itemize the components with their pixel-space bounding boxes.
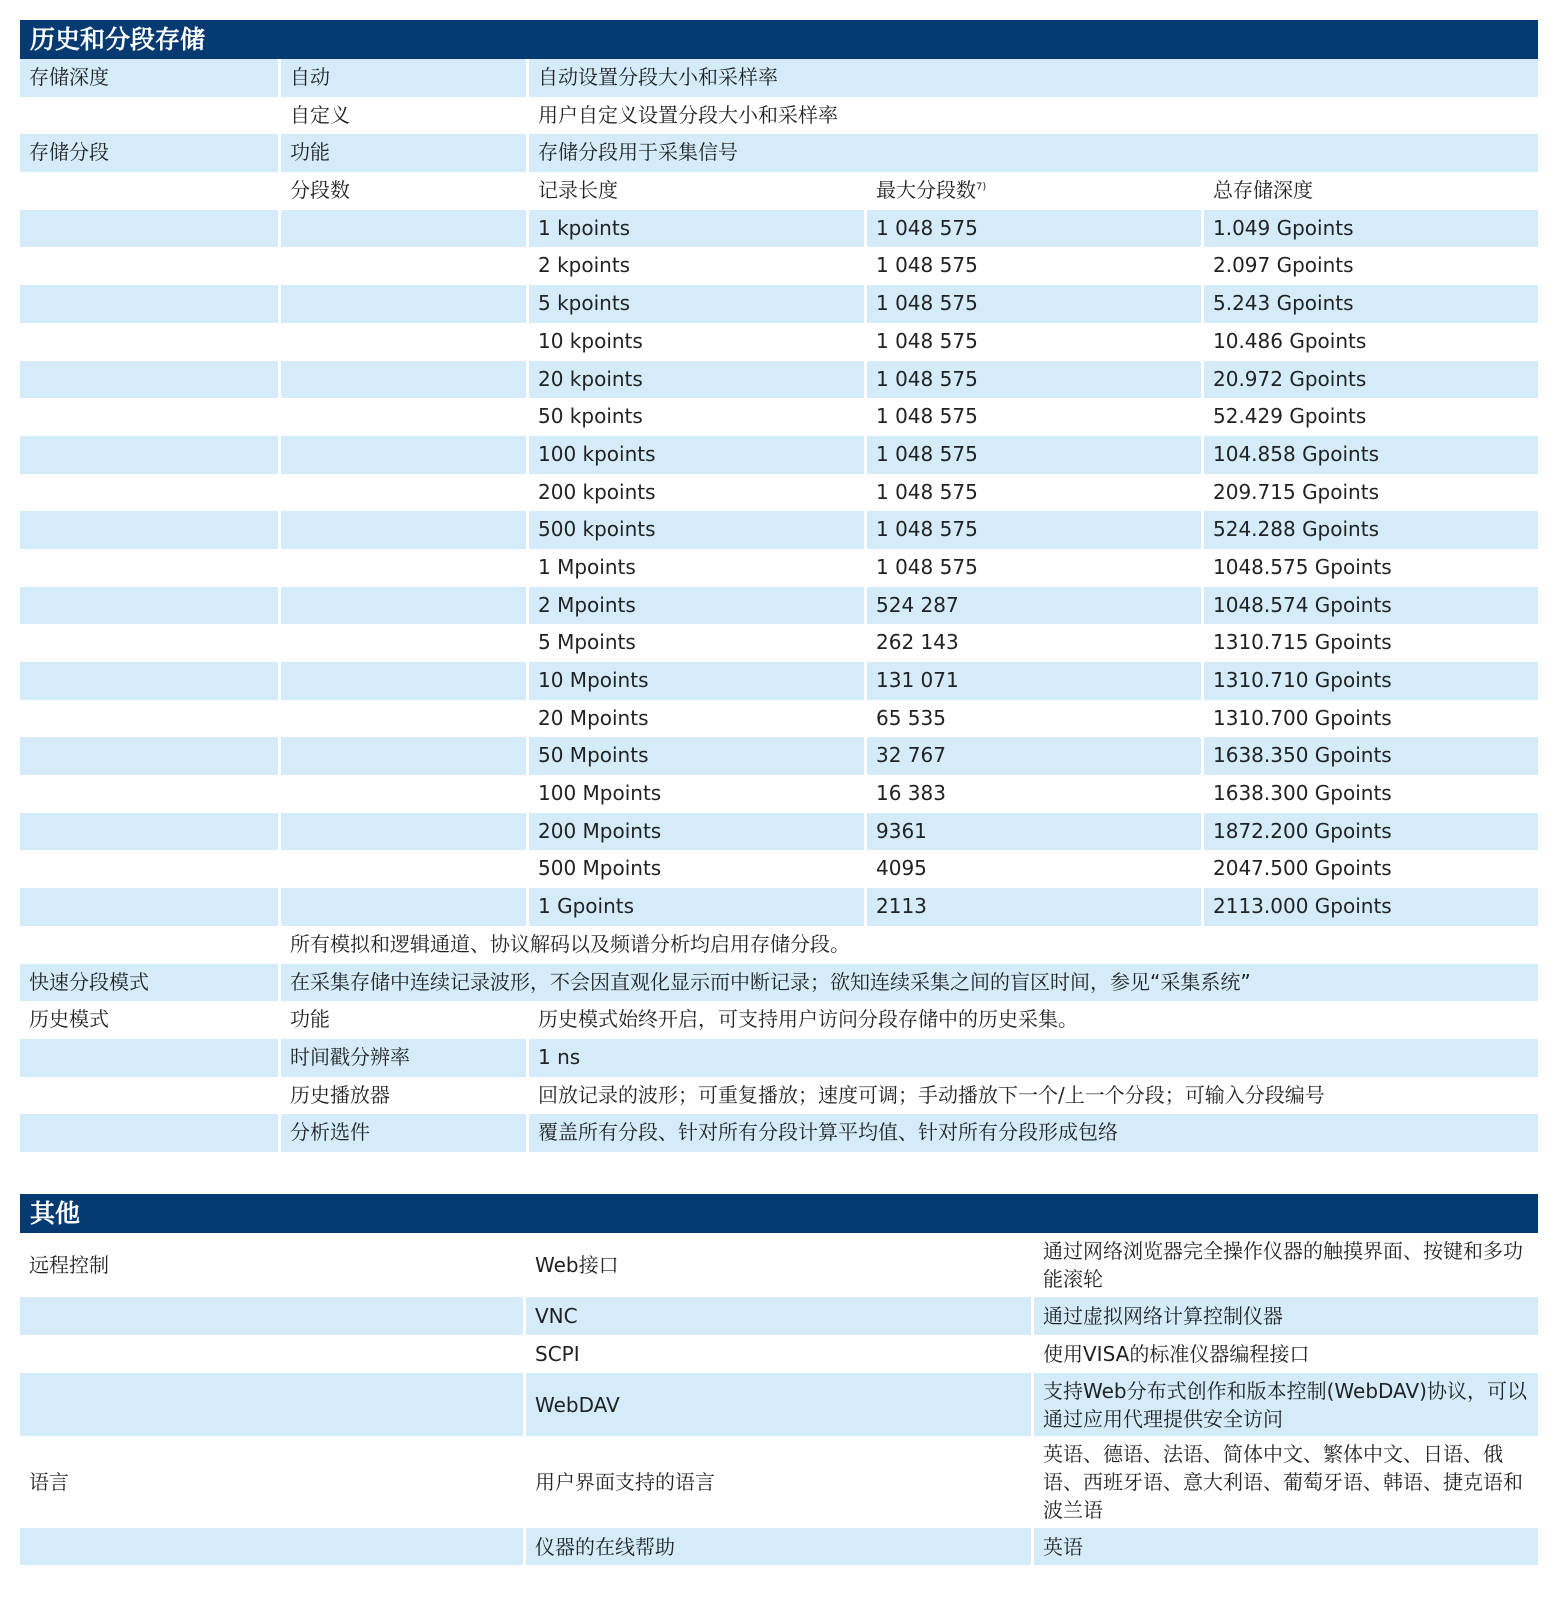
empty-cell [20, 549, 278, 587]
total-depth: 1638.300 Gpoints [1213, 781, 1392, 806]
max-segments: 1 048 575 [867, 511, 1201, 549]
empty-cell [281, 888, 526, 926]
footnote-marker: 7) [976, 181, 987, 193]
total-depth: 1638.350 Gpoints [1204, 737, 1538, 775]
table-row [20, 700, 1538, 738]
record-length: 200 kpoints [538, 479, 656, 504]
max-segments: 1 048 575 [867, 210, 1201, 248]
item: 用户界面支持的语言 [535, 1470, 715, 1494]
record-length: 5 Mpoints [538, 630, 636, 655]
empty-cell [281, 775, 526, 813]
table-row [20, 1528, 1538, 1565]
other-table [20, 1233, 1538, 1565]
total-depth: 2113.000 Gpoints [1204, 888, 1538, 926]
empty-cell [20, 624, 278, 662]
empty-cell [281, 587, 526, 625]
total-depth: 104.858 Gpoints [1204, 436, 1538, 474]
record-length: 50 Mpoints [529, 737, 864, 775]
table-header-row [20, 172, 1538, 210]
empty-cell [281, 323, 526, 361]
max-segments: 16 383 [876, 781, 946, 806]
table-row [20, 1114, 1538, 1152]
total-depth: 2.097 Gpoints [1213, 253, 1354, 278]
table-row [20, 624, 1538, 662]
empty-cell [20, 210, 278, 248]
table-row [20, 737, 1538, 775]
total-depth: 2047.500 Gpoints [1213, 856, 1392, 881]
empty-cell [281, 285, 526, 323]
column-header-record-length: 记录长度 [538, 178, 618, 203]
max-segments-header-text: 最大分段数 [876, 178, 976, 203]
table-row [20, 323, 1538, 361]
total-depth: 209.715 Gpoints [1213, 479, 1379, 504]
table-row [20, 1335, 1538, 1373]
empty-cell [20, 700, 278, 738]
category [20, 1528, 523, 1565]
empty-cell [20, 775, 278, 813]
section-title-history-segmented-memory: 历史和分段存储 [20, 20, 1538, 59]
max-segments: 262 143 [876, 630, 959, 655]
table-row [20, 813, 1538, 851]
total-depth: 5.243 Gpoints [1204, 285, 1538, 323]
max-segments: 131 071 [867, 662, 1201, 700]
max-segments: 1 048 575 [876, 404, 978, 429]
table-row [20, 97, 1538, 135]
section-title-other: 其他 [20, 1194, 1538, 1233]
total-depth: 1048.575 Gpoints [1213, 554, 1392, 579]
table-row [20, 1077, 1538, 1115]
history-item-label: 分析选件 [281, 1114, 526, 1152]
table-row [20, 850, 1538, 888]
table-row [20, 964, 1538, 1002]
empty-cell [20, 926, 278, 964]
column-header-total-depth: 总存储深度 [1213, 178, 1313, 203]
empty-cell [281, 511, 526, 549]
empty-cell [281, 700, 526, 738]
custom-desc: 用户自定义设置分段大小和采样率 [538, 102, 838, 127]
table-row [20, 210, 1538, 248]
table-row [20, 285, 1538, 323]
empty-cell [20, 398, 278, 436]
record-length: 500 Mpoints [538, 856, 662, 881]
empty-cell [281, 210, 526, 248]
max-segments: 9361 [867, 813, 1201, 851]
empty-cell [281, 624, 526, 662]
record-length: 5 kpoints [529, 285, 864, 323]
category [20, 1297, 523, 1335]
table-row [20, 474, 1538, 512]
desc: 通过虚拟网络计算控制仪器 [1034, 1297, 1538, 1335]
history-item-desc: 1 ns [529, 1039, 1538, 1077]
auto-desc: 自动设置分段大小和采样率 [529, 59, 1538, 97]
total-depth: 20.972 Gpoints [1204, 361, 1538, 399]
segmentation-label: 存储分段 [20, 134, 278, 172]
table-row [20, 1039, 1538, 1077]
table-row [20, 549, 1538, 587]
item: WebDAV [526, 1373, 1031, 1436]
custom-label: 自定义 [290, 102, 350, 127]
table-row [20, 587, 1538, 625]
history-item-desc: 覆盖所有分段、针对所有分段计算平均值、针对所有分段形成包络 [529, 1114, 1538, 1152]
table-row [20, 662, 1538, 700]
table-row [20, 1297, 1538, 1335]
empty-cell [281, 813, 526, 851]
total-depth: 10.486 Gpoints [1213, 328, 1367, 353]
total-depth: 1310.715 Gpoints [1213, 630, 1392, 655]
desc: 使用VISA的标准仪器编程接口 [1043, 1342, 1310, 1366]
history-item-label: 功能 [290, 1007, 330, 1032]
empty-cell [20, 587, 278, 625]
record-length: 50 kpoints [538, 404, 643, 429]
table-row [20, 511, 1538, 549]
item: 仪器的在线帮助 [526, 1528, 1031, 1565]
empty-cell [20, 97, 278, 135]
history-item-label: 时间戳分辨率 [281, 1039, 526, 1077]
empty-cell [20, 323, 278, 361]
desc: 通过网络浏览器完全操作仪器的触摸界面、按键和多功能滚轮 [1043, 1239, 1523, 1291]
total-depth: 524.288 Gpoints [1204, 511, 1538, 549]
history-item-desc: 回放记录的波形；可重复播放；速度可调；手动播放下一个/上一个分段；可输入分段编号 [538, 1082, 1325, 1107]
empty-cell [20, 662, 278, 700]
category: 远程控制 [29, 1253, 109, 1277]
record-length: 10 kpoints [538, 328, 643, 353]
table-row [20, 888, 1538, 926]
auto-label: 自动 [281, 59, 526, 97]
empty-cell [281, 361, 526, 399]
record-length: 100 Mpoints [538, 781, 662, 806]
empty-cell [20, 247, 278, 285]
history-item-desc: 历史模式始终开启，可支持用户访问分段存储中的历史采集。 [538, 1007, 1078, 1032]
function-desc: 存储分段用于采集信号 [529, 134, 1538, 172]
item: VNC [526, 1297, 1031, 1335]
empty-cell [20, 1039, 278, 1077]
fast-segmentation-label: 快速分段模式 [20, 964, 278, 1002]
total-depth: 1.049 Gpoints [1204, 210, 1538, 248]
record-length: 100 kpoints [529, 436, 864, 474]
empty-cell [281, 662, 526, 700]
max-segments: 1 048 575 [867, 285, 1201, 323]
empty-cell [20, 850, 278, 888]
record-length: 1 Mpoints [538, 554, 636, 579]
max-segments: 1 048 575 [867, 361, 1201, 399]
desc: 支持Web分布式创作和版本控制(WebDAV)协议，可以通过应用代理提供安全访问 [1034, 1373, 1538, 1436]
table-row [20, 775, 1538, 813]
record-length: 500 kpoints [529, 511, 864, 549]
max-segments: 32 767 [867, 737, 1201, 775]
empty-cell [20, 888, 278, 926]
empty-cell [20, 285, 278, 323]
desc: 英语 [1034, 1528, 1538, 1565]
max-segments: 1 048 575 [867, 436, 1201, 474]
empty-cell [20, 1114, 278, 1152]
table-row [20, 1373, 1538, 1436]
empty-cell [281, 436, 526, 474]
total-depth: 1872.200 Gpoints [1204, 813, 1538, 851]
record-length: 1 Gpoints [529, 888, 864, 926]
max-segments: 2113 [867, 888, 1201, 926]
total-depth: 1048.574 Gpoints [1204, 587, 1538, 625]
table-row [20, 59, 1538, 97]
total-depth: 1310.710 Gpoints [1204, 662, 1538, 700]
max-segments: 1 048 575 [876, 253, 978, 278]
history-mode-label: 历史模式 [29, 1007, 109, 1032]
empty-cell [20, 474, 278, 512]
item: Web接口 [535, 1253, 619, 1277]
record-length: 20 Mpoints [538, 705, 649, 730]
column-header-max-segments [867, 172, 1201, 210]
empty-cell [281, 737, 526, 775]
empty-cell [20, 436, 278, 474]
max-segments: 65 535 [876, 705, 946, 730]
record-length: 1 kpoints [529, 210, 864, 248]
record-length: 2 Mpoints [529, 587, 864, 625]
category [20, 1373, 523, 1436]
empty-cell [20, 1077, 278, 1115]
record-length: 10 Mpoints [529, 662, 864, 700]
history-item-label: 历史播放器 [290, 1082, 390, 1107]
item: SCPI [535, 1342, 580, 1366]
max-segments: 1 048 575 [876, 554, 978, 579]
memory-depth-label: 存储深度 [20, 59, 278, 97]
table-row [20, 247, 1538, 285]
table-row [20, 134, 1538, 172]
empty-cell [281, 549, 526, 587]
table-row [20, 926, 1538, 964]
fast-segmentation-desc: 在采集存储中连续记录波形，不会因直观化显示而中断记录；欲知连续采集之间的盲区时间，参见“采集系统” [281, 964, 1538, 1002]
record-length: 2 kpoints [538, 253, 631, 278]
category: 语言 [29, 1470, 69, 1494]
empty-cell [281, 474, 526, 512]
empty-cell [20, 511, 278, 549]
max-segments: 524 287 [867, 587, 1201, 625]
category [20, 1335, 523, 1373]
max-segments: 4095 [876, 856, 927, 881]
table-row [20, 398, 1538, 436]
record-length: 20 kpoints [529, 361, 864, 399]
table-row [20, 1001, 1538, 1039]
table-row [20, 1436, 1538, 1528]
empty-cell [281, 398, 526, 436]
segment-count-label: 分段数 [290, 178, 350, 203]
history-segmented-memory-table [20, 59, 1538, 1152]
max-segments: 1 048 575 [876, 328, 978, 353]
empty-cell [20, 172, 278, 210]
segmentation-note: 所有模拟和逻辑通道、协议解码以及频谱分析均启用存储分段。 [290, 931, 850, 956]
table-row [20, 1233, 1538, 1297]
table-row [20, 361, 1538, 399]
empty-cell [20, 813, 278, 851]
record-length: 200 Mpoints [529, 813, 864, 851]
empty-cell [281, 850, 526, 888]
max-segments: 1 048 575 [876, 479, 978, 504]
empty-cell [281, 247, 526, 285]
empty-cell [20, 737, 278, 775]
total-depth: 52.429 Gpoints [1213, 404, 1367, 429]
empty-cell [20, 361, 278, 399]
total-depth: 1310.700 Gpoints [1213, 705, 1392, 730]
function-label: 功能 [281, 134, 526, 172]
table-row [20, 436, 1538, 474]
desc: 英语、德语、法语、简体中文、繁体中文、日语、俄语、西班牙语、意大利语、葡萄牙语、韩语、捷克语和波兰语 [1043, 1442, 1523, 1522]
